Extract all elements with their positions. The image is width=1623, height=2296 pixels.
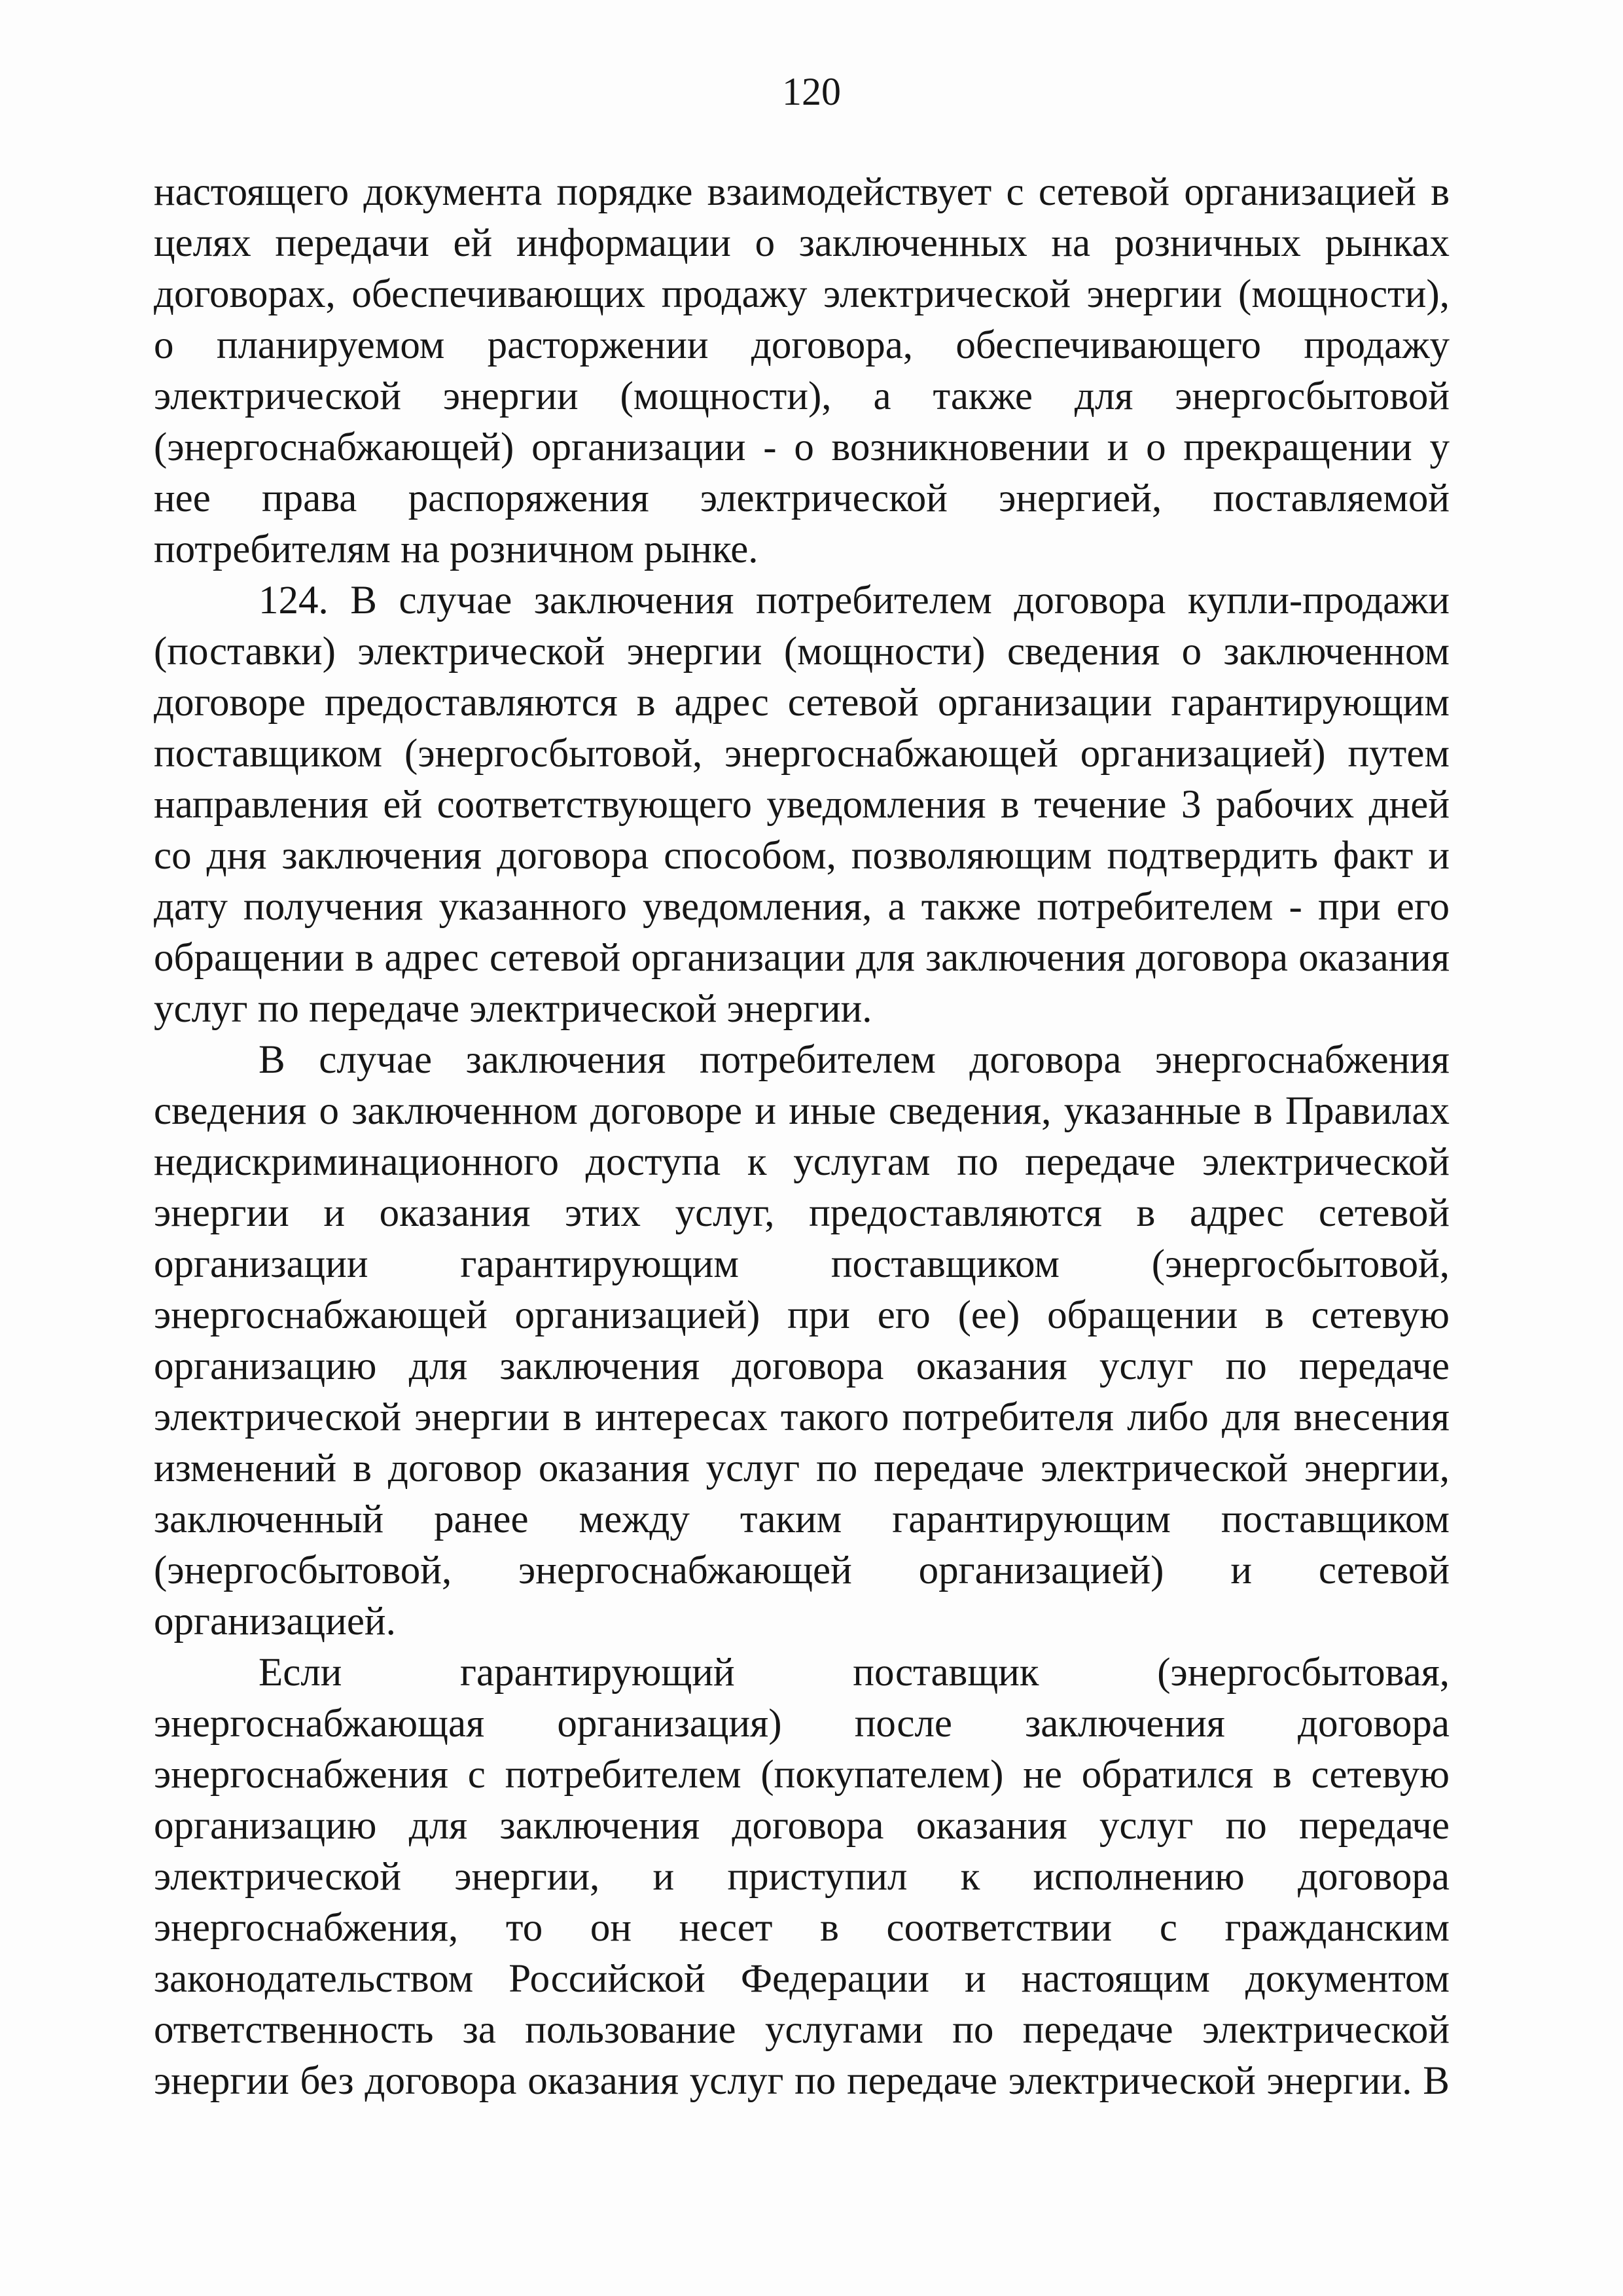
paragraph-line: дату получения указанного уведомления, а также потребителем - при его [154, 885, 1450, 929]
paragraph-line: договорах, обеспечивающих продажу электрической энергии (мощности), [154, 272, 1450, 316]
paragraph-line: электрической энергии, и приступил к исполнению договора [154, 1855, 1450, 1899]
paragraph-line: (энергоснабжающей) организации - о возникновении и о прекращении у [154, 425, 1450, 469]
paragraph-line: энергоснабжающей организацией) при его (ее) обращении в сетевую [154, 1293, 1450, 1337]
paragraph-line: договоре предоставляются в адрес сетевой организации гарантирующим [154, 681, 1450, 725]
paragraph-line: заключенный ранее между таким гарантирующим поставщиком [154, 1498, 1450, 1541]
paragraph-line: о планируемом расторжении договора, обеспечивающего продажу [154, 323, 1450, 367]
paragraph [154, 167, 1450, 575]
paragraph-line: обращении в адрес сетевой организации для заключения договора оказания [154, 936, 1450, 980]
paragraph-line: недискриминационного доступа к услугам по передаче электрической [154, 1140, 1450, 1184]
paragraph-line: настоящего документа порядке взаимодействует с сетевой организацией в [154, 170, 1450, 214]
paragraph-line: (энергосбытовой, энергоснабжающей организацией) и сетевой [154, 1549, 1450, 1592]
paragraph-line: поставщиком (энергосбытовой, энергоснабжающей организацией) путем [154, 732, 1450, 776]
paragraph-line: энергии и оказания этих услуг, предоставляются в адрес сетевой [154, 1191, 1450, 1235]
paragraph-line: Если гарантирующий поставщик (энергосбытовая, [259, 1651, 1450, 1695]
paragraph-line: (поставки) электрической энергии (мощности) сведения о заключенном [154, 630, 1450, 673]
paragraph-line: электрической энергии в интересах такого потребителя либо для внесения [154, 1395, 1450, 1439]
page-number: 120 [782, 70, 841, 113]
paragraph-line: энергоснабжения, то он несет в соответствии с гражданским [154, 1906, 1450, 1950]
paragraph [154, 1035, 1450, 1647]
paragraph-line: потребителям на розничном рынке. [154, 528, 758, 571]
paragraph-line: организацией. [154, 1600, 396, 1643]
paragraph-line: В случае заключения потребителем договора энергоснабжения [259, 1038, 1450, 1082]
paragraph [154, 575, 1450, 1035]
paragraph-line: ответственность за пользование услугами по передаче электрической [154, 2008, 1450, 2052]
paragraph-line: электрической энергии (мощности), а также для энергосбытовой [154, 374, 1450, 418]
paragraph-line: энергоснабжения с потребителем (покупателем) не обратился в сетевую [154, 1753, 1450, 1797]
paragraph-line: 124. В случае заключения потребителем договора купли-продажи [259, 579, 1450, 622]
paragraph-line: организацию для заключения договора оказания услуг по передаче [154, 1344, 1450, 1388]
paragraph-line: энергоснабжающая организация) после заключения договора [154, 1702, 1450, 1746]
paragraph-line: энергии без договора оказания услуг по передаче электрической энергии. В [154, 2059, 1450, 2103]
paragraph [154, 1647, 1450, 2107]
paragraph-line: нее права распоряжения электрической энергией, поставляемой [154, 476, 1450, 520]
paragraph-line: организацию для заключения договора оказания услуг по передаче [154, 1804, 1450, 1848]
paragraph-line: со дня заключения договора способом, позволяющим подтвердить факт и [154, 834, 1450, 878]
paragraph-line: законодательством Российской Федерации и настоящим документом [154, 1957, 1450, 2001]
paragraph-line: организации гарантирующим поставщиком (энергосбытовой, [154, 1242, 1450, 1286]
paragraph-line: сведения о заключенном договоре и иные сведения, указанные в Правилах [154, 1089, 1450, 1133]
paragraph-line: услуг по передаче электрической энергии. [154, 987, 872, 1031]
paragraph-line: целях передачи ей информации о заключенных на розничных рынках [154, 221, 1450, 265]
paragraph-line: направления ей соответствующего уведомления в течение 3 рабочих дней [154, 783, 1450, 827]
document-body [154, 167, 1450, 2107]
paragraph-line: изменений в договор оказания услуг по передаче электрической энергии, [154, 1446, 1450, 1490]
